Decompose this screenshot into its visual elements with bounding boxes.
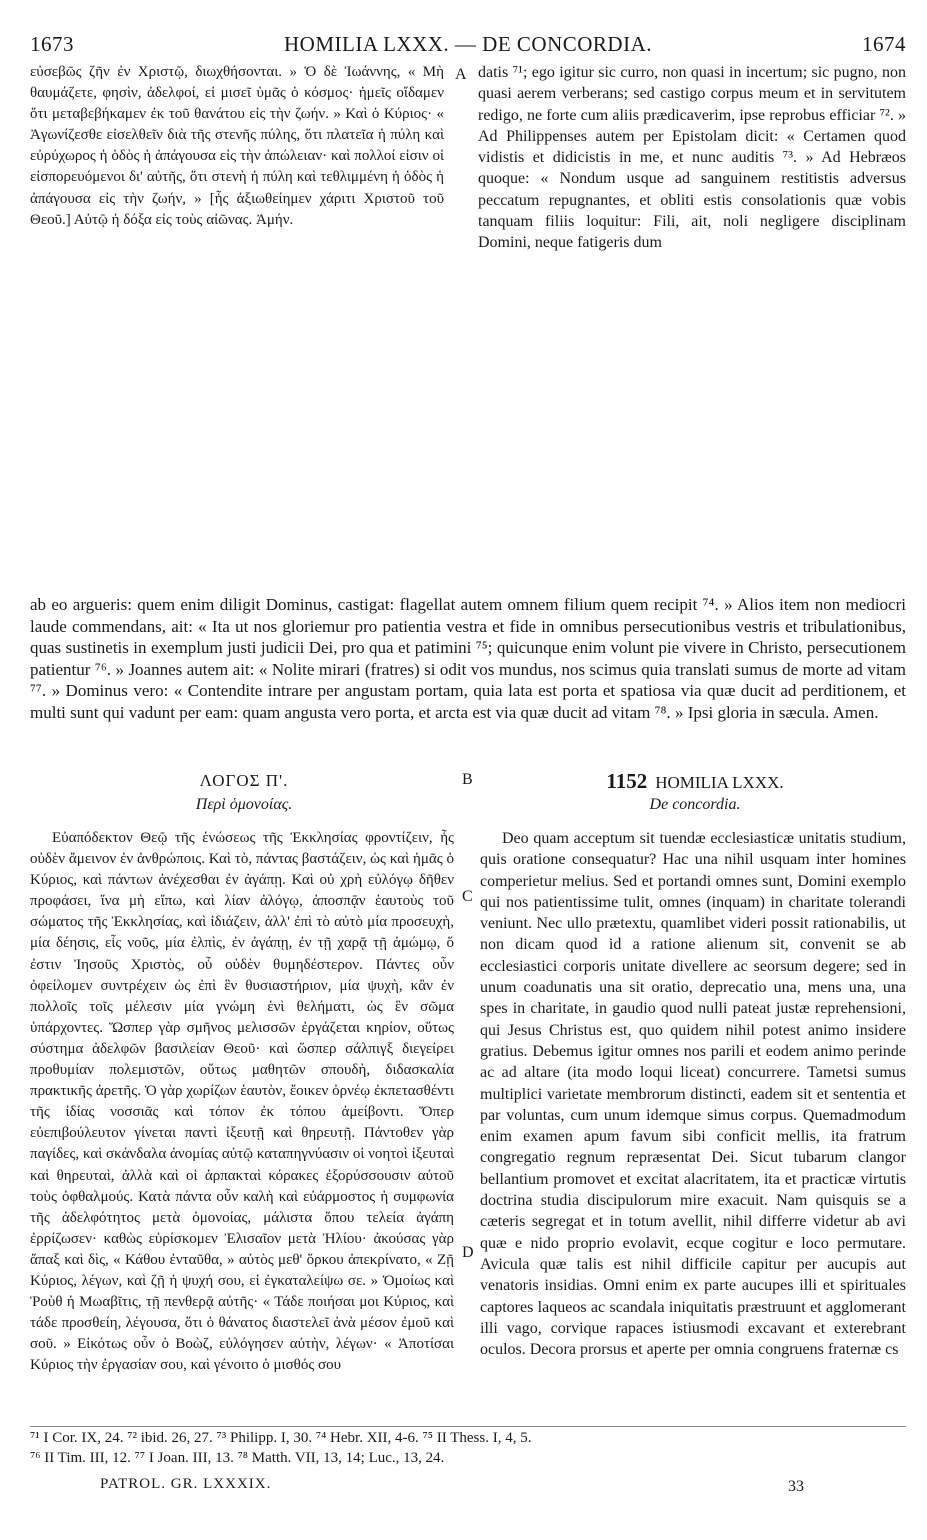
- full-latin-text: ab eo argueris: quem enim diligit Dominus, castigat: flagellat autem omnem filium quem recipit ⁷⁴. » Alios item non mediocri laude commendans, ait: « Ita ut nos gloriemur pro patientia vestra et fide in omnibus persecutionibus vestris et tribulationibus, quas sustinetis in exemplum justi judicii Dei, pro qua et patimini ⁷⁵; quicunque enim volunt pie vivere in Christo, persecutionem patientur ⁷⁶. » Joannes autem ait: « Nolite mirari (fratres) si odit vos mundus, nos scimus quia translati sumus de morte ad vitam ⁷⁷. » Dominus vero: « Contendite intrare per angustam portam, quia lata est porta et spatiosa via quæ ducit ad perditionem, et multi sunt qui vadunt per eam: quam angusta vero porta, et arcta est via quæ ducit ad vitam ⁷⁸. » Ipsi gloria in sæcula. Amen.: [30, 595, 906, 722]
- sheet-number: 33: [788, 1478, 804, 1495]
- top-latin-column: [478, 62, 906, 318]
- footnotes-line-1: ⁷¹ I Cor. IX, 24. ⁷² ibid. 26, 27. ⁷³ Philipp. I, 30. ⁷⁴ Hebr. XII, 4-6. ⁷⁵ II Thess. I, 4, 5.: [30, 1430, 532, 1446]
- body-greek-text: Εὐαπόδεκτον Θεῷ τῆς ἑνώσεως τῆς Ἐκκλησίας φροντίζειν, ἧς οὐδὲν ἄμεινον ἐν ἀνθρώποις. Καὶ τὸ, πάντας βαστάζειν, ὡς καὶ ἡμᾶς ὁ Κύριος, καὶ πάντων ἀνέχεσθαι ἐν ἀγάπῃ. Καὶ οὐ χρὴ εὐλόγῳ δῆθεν προφάσει, ἵνα μὴ εἴπω, καὶ λίαν ἀλόγῳ, ἀποσπᾷν ἑαυτοὺς τοῦ σώματος τῆς Ἐκκλησίας, καὶ ἰδιάζειν, ἀλλ' ἐπὶ τὸ αὐτὸ μία προσευχὴ, μία δέησις, εἷς νοῦς, μία ἐλπὶς, ἐν ἀγάπῃ, ἐν τῇ χαρᾷ τῇ ἀμώμῳ, ὅ ἐστιν Ἰησοῦς Χριστὸς, οὗ οὐδὲν θυμηδέστερον. Πάντες οὖν ὀφείλομεν συντρέχειν ὡς ἐπὶ ἓν θυσιαστήριον, μία ψυχὴ, κἂν ἐν πολλοῖς τοῖς μέλεσιν μία γνώμη ἑνὶ θελήματι, ὡς ἓν σῶμα ὑπάρχοντες. Ὥσπερ γὰρ σμῆνος μελισσῶν ἐργάζεται κηρίον, οὕτως σύστημα ἀδελφῶν βασιλείαν Θεοῦ· καὶ ὥσπερ σάλπιγξ διεγείρει προθυμίαν πολεμιστῶν, οὕτως μαθητῶν σπουδὴ, διδασκαλία πρακτικῆς ἀρετῆς. Ὁ γὰρ χωρίζων ἑαυτὸν, ἔοικεν ὀρνέῳ ἐκπετασθέντι τῆς ἰδίας νοσσιᾶς καὶ τόπον ἐκ τόπου ἀμείβοντι. Ὅπερ εὐεπιβούλευτον γίνεται παντὶ ἰξευτῇ καὶ θηρευτῇ. Πάντοθεν γὰρ παγίδες, καὶ σκάνδαλα ἀνομίας αὐτῷ καταπηγνύασιν οἱ νοητοὶ ἰξευταὶ καὶ θηρευταὶ, ἀλλὰ καὶ οἱ ἁρπακταὶ κόρακες ἐξορύσσουσιν αὐτοῦ τοὺς ὀφθαλμούς. Κατὰ πάντα οὖν καλὴ καὶ εὐάρμοστος ἡ συμφωνία τῆς ἀδελφότητος μετὰ ὁμονοίας, μάλιστα ὅπου τελεία ἀγάπη ἐρρίζωσεν· καθὼς εὑρίσκομεν Ἐλισαῖον μετὰ Ἠλίου· ἀκούσας γὰρ ἅπαξ καὶ δὶς, « Κάθου ἐνταῦθα, » αὐτὸς μεθ' ὅρκου ἀπεκρίνατο, « Ζῇ Κύριος, λέγων, καὶ ζῇ ἡ ψυχή σου, εἰ ἐγκαταλείψω σε. » Ὁμοίως καὶ Ῥοὺθ ἡ Μωαβῖτις, τῇ πενθερᾷ αὐτῆς· « Τάδε ποιήσαι μοι Κύριος, καὶ τάδε προσθείη, λέγουσα, ὅτι ὁ θάνατος διαστελεῖ ἀνὰ μέσον ἐμοῦ καὶ σοῦ. » Εἰκότως οὖν ὁ Βοὼζ, εὐλόγησεν αὐτὴν, λέγων· « Ἀποτίσαι Κύριος τὴν ἐργασίαν σου, καὶ γένοιτο ὁ μισθός σου: [30, 830, 454, 1374]
- top-greek-text: εὐσεβῶς ζῆν ἐν Χριστῷ, διωχθήσονται. » Ὁ δὲ Ἰωάννης, « Μὴ θαυμάζετε, φησὶν, ἀδελφοί, εἰ μισεῖ ὑμᾶς ὁ κόσμος· ἡμεῖς οἴδαμεν ὅτι μεταβεβήκαμεν ἐκ τοῦ θανάτου εἰς τὴν ζωήν. » Καὶ ὁ Κύριος· « Ἀγωνίζεσθε εἰσελθεῖν διὰ τῆς στενῆς πύλης, ὅτι πλατεῖα ἡ πύλη καὶ εὐρύχωρος ἡ ὁδὸς ἡ ἀπάγουσα εἰς τὴν ἀπώλειαν· καὶ πολλοί εἰσιν οἱ εἰσπορευόμενοι δι' αὐτῆς, ὅτι στενὴ ἡ πύλη καὶ τεθλιμμένη ἡ ὁδὸς ἡ ἀπάγουσα εἰς τὴν ζωήν, » [ἧς ἀξιωθείημεν χάριτι Χριστοῦ τοῦ Θεοῦ.] Αὐτῷ ἡ δόξα εἰς τοὺς αἰῶνας. Ἀμήν.: [30, 64, 444, 228]
- homily-title: HOMILIA LXXX.: [655, 773, 784, 792]
- greek-section-subtitle: Περὶ ὁμονοίας.: [195, 796, 293, 813]
- column-number-left: 1673: [30, 32, 74, 56]
- top-greek-column: [30, 62, 444, 316]
- body-latin-column: [480, 828, 906, 1403]
- margin-marker-a: A: [455, 66, 467, 83]
- page-title: HOMILIA LXXX. — DE CONCORDIA.: [284, 32, 652, 56]
- latin-section-heading: [484, 769, 906, 794]
- body-latin-text: Deo quam acceptum sit tuendæ ecclesiasticæ unitatis studium, quis oratione consequatur? Hac una nihil usquam inter homines comperietur melius. Sed et portandi omnes sunt, Domini exemplo qui nos patientissime tulit, omnes (inquam) in charitate tolerandi veniunt. Nec ullo prætextu, quamlibet videri possit rationabilis, ut non dicam quod id a ratione alienum sit, convenit se ab ecclesiastici corporis unitate divellere ac seorsum degere; sed in unum coadunatis una sit oratio, deprecatio una, mens una, una spes in charitate, in gaudio quod nulli pateat justæ reprehensioni, qui Jesus Christus est, quo quidem nihil potest animo insidere gratius. Debemus igitur omnes nos parili et eodem animo perinde ac ad altare (ita modo loqui liceat) concurrere. Tametsi sumus multiplici varietate membrorum distincti, eadem sit et sententia et par voluntas, cum unum idemque simus corpus. Quemadmodum enim examen apum favum sibi conficit mellis, ita fratrum congregatio regnum repræsentat Dei. Sicut tubarum clangor bellantium promovet et excitat alacritatem, ita et practicæ virtutis doctrina studia discipulorum mire exacuit. Nam quisquis se a cæteris segregat et in totum avellit, nihil differre videtur ab avi quæ e nido proprio evolavit, ecque cogitur e loco permutare. Avicula quæ talis est nihil difficile capitur per aucupis aut venatoris insidias. Omni enim ex parte aucupes illi et spirituales captores laqueos ac scandala iniquitatis præstruunt et agglomerant illi vago, corvique rapaces istiusmodi excavant et exterebrant oculos. Decora prorsus et aperte per omnia congruens fraternæ cs: [480, 830, 906, 1359]
- footnotes-line-2: ⁷⁶ II Tim. III, 12. ⁷⁷ I Joan. III, 13. ⁷⁸ Matth. VII, 13, 14; Luc., 13, 24.: [30, 1450, 445, 1466]
- margin-marker-d: D: [462, 1244, 474, 1261]
- footnote-divider: [30, 1426, 906, 1427]
- body-greek-column: [30, 828, 454, 1403]
- latin-section-subtitle: De concordia.: [649, 796, 741, 813]
- top-latin-text: datis ⁷¹; ego igitur sic curro, non quasi in incertum; sic pugno, non quasi aerem verberans; sed castigo corpus meum et in servitutem redigo, ne forte cum aliis prædicaverim, ipse reprobus efficiar ⁷². » Ad Philippenses autem per Epistolam dicit: « Certamen quod vidistis et didicistis in me, et nunc auditis ⁷³. » Ad Hebræos quoque: « Nondum usque ad sanguinem restitistis adversus peccatum repugnantes, et obliti estis consolationis quæ vobis tanquam filiis loquitur: Fili, ait, noli negligere disciplinam Domini, neque fatigeris dum: [478, 64, 906, 252]
- greek-section-heading: ΛΟΓΟΣ Π'.: [199, 771, 289, 790]
- margin-marker-c: C: [462, 888, 473, 905]
- margin-marker-b: B: [462, 771, 473, 788]
- column-number-right: 1674: [862, 32, 906, 56]
- full-width-latin: [30, 594, 906, 754]
- signature-mark: PATROL. GR. LXXXIX.: [100, 1476, 272, 1492]
- homily-number: 1152: [606, 769, 648, 793]
- running-header: [30, 32, 906, 60]
